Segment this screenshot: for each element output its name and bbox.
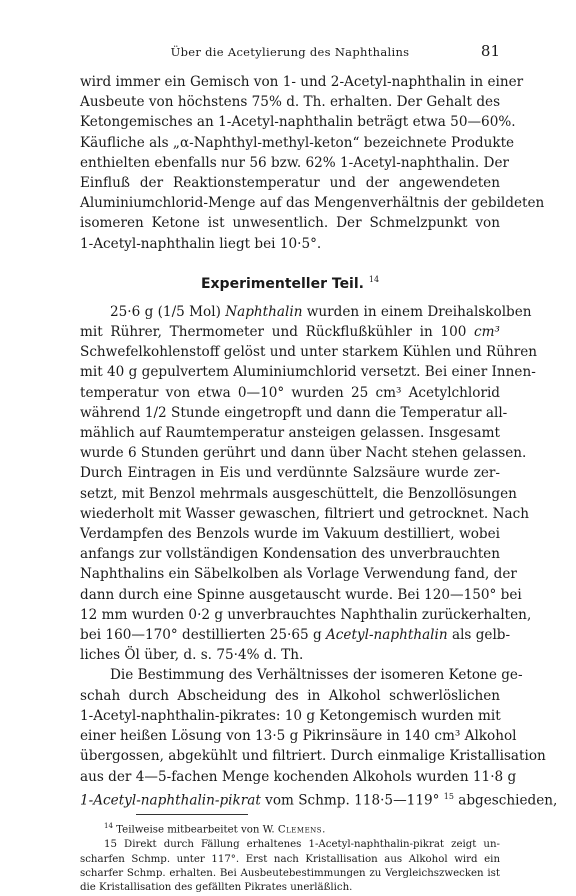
footnote-15-line: scharfer Schmp. erhalten. Bei Ausbeutebestimmungen zu Vergleichszwecken ist bbox=[80, 868, 500, 880]
text-line bbox=[80, 625, 511, 645]
running-head: Über die Acetylierung des Naphthalins bbox=[170, 45, 410, 59]
text-line: Ketongemisches an 1-Acetyl-naphthalin beträgt etwa 50—60%. bbox=[80, 114, 516, 131]
text-run: Teilweise mitbearbeitet von W. bbox=[112, 824, 278, 836]
footnote-15-line: scharfen Schmp. unter 117°. Erst nach Kristallisation aus Alkohol wird ein bbox=[80, 853, 500, 865]
text-line: Schwefelkohlenstoff gelöst und unter starkem Kühlen und Rühren bbox=[80, 344, 538, 361]
paragraph-2 bbox=[80, 302, 538, 666]
footnote-15-line: die Kristallisation des gefällten Pikrates unerläßlich. bbox=[80, 882, 353, 894]
footnote-number: 14 bbox=[104, 822, 113, 831]
text-run: Stunde eingetropft und dann die Temperatur all- bbox=[166, 404, 508, 421]
text-line: enthielten ebenfalls nur 56 bzw. 62% 1-Acetyl-naphthalin. Der bbox=[80, 154, 509, 171]
text-line: anfangs zur vollständigen Kondensation des unverbrauchten bbox=[80, 546, 500, 563]
text-line: dann durch eine Spinne ausgetauscht wurde. Bei 120—150° bei bbox=[80, 586, 522, 603]
text-run: wurden in einem Dreihalskolben bbox=[302, 303, 532, 320]
text-line: Aluminiumchlorid-Menge auf das Mengenverhältnis der gebildeten bbox=[80, 195, 545, 212]
page-body bbox=[80, 72, 558, 896]
footnote-ref: 14 bbox=[368, 274, 380, 284]
text-line bbox=[80, 403, 508, 423]
text-line: wiederholt mit Wasser gewaschen, filtriert und getrocknet. Nach bbox=[80, 505, 529, 522]
text-line: Naphthalins ein Säbelkolben als Vorlage Verwendung fand, der bbox=[80, 566, 517, 583]
text-run: als gelb- bbox=[447, 627, 511, 644]
text-line: übergossen, abgekühlt und filtriert. Durch einmalige Kristallisation bbox=[80, 748, 546, 765]
text-run: bei 160—170° destillierten 25·65 g bbox=[80, 627, 326, 644]
text-line: 1-Acetyl-naphthalin liegt bei 10·5°. bbox=[80, 235, 322, 252]
author-name: Clemens bbox=[277, 824, 323, 836]
text-line: mit 40 g gepulvertem Aluminiumchlorid versetzt. Bei einer Innen- bbox=[80, 364, 536, 381]
footnote-14 bbox=[80, 819, 500, 838]
footnote-ref: 15 bbox=[443, 791, 454, 801]
footnote-divider bbox=[136, 814, 248, 815]
text-line: Ausbeute von höchstens 75% d. Th. erhalten. Der Gehalt des bbox=[80, 94, 501, 111]
text-line: Käufliche als „α-Naphthyl-methyl-keton“ bezeichnete Produkte bbox=[80, 134, 515, 151]
text-run: mit Rührer, Thermometer und Rückflußkühler in 100 bbox=[80, 324, 475, 341]
text-line bbox=[80, 322, 500, 342]
text-line: 1-Acetyl-naphthalin-pikrates: 10 g Ketongemisch wurden mit bbox=[80, 707, 501, 724]
text-line: 12 mm wurden 0·2 g unverbrauchtes Naphthalin zurückerhalten, bbox=[80, 606, 532, 623]
text-line bbox=[80, 787, 558, 811]
substance-name: 1-Acetyl-naphthalin-pikrat bbox=[80, 792, 261, 809]
substance-name: Naphthalin bbox=[225, 303, 303, 320]
text-line: Die Bestimmung des Verhältnisses der isomeren Ketone ge- bbox=[110, 667, 523, 684]
text-line: Durch Eintragen in Eis und verdünnte Salzsäure wurde zer- bbox=[80, 465, 500, 482]
text-run: vom Schmp. 118·5—119° bbox=[260, 792, 444, 809]
substance-name: Acetyl-naphthalin bbox=[325, 627, 448, 644]
footnotes bbox=[80, 819, 500, 895]
section-heading bbox=[80, 270, 500, 294]
text-line: liches Öl über, d. s. 75·4% d. Th. bbox=[80, 647, 304, 664]
text-line: schah durch Abscheidung des in Alkohol schwerlöslichen bbox=[80, 687, 500, 704]
text-run: abgeschieden, bbox=[453, 792, 558, 809]
section-title: Experimenteller Teil. bbox=[200, 275, 364, 292]
text-run: 25·6 g ( bbox=[110, 303, 163, 320]
text-line: temperatur von etwa 0—10° wurden 25 cm³ Acetylchlorid bbox=[80, 384, 500, 401]
paragraph-3 bbox=[80, 665, 558, 810]
page-number: 81 bbox=[480, 42, 500, 60]
text-line: isomeren Ketone ist unwesentlich. Der Schmelzpunkt von bbox=[80, 215, 500, 232]
fraction: 1/5 bbox=[162, 303, 185, 320]
footnote-15-line: 15 Direkt durch Fällung erhaltenes 1-Acetyl-naphthalin-pikrat zeigt un- bbox=[104, 839, 500, 851]
text-line: wurde 6 Stunden gerührt und dann über Nacht stehen gelassen. bbox=[80, 445, 527, 462]
text-line: Verdampfen des Benzols wurde im Vakuum destilliert, wobei bbox=[80, 526, 500, 543]
text-run: . bbox=[322, 824, 326, 836]
text-line bbox=[80, 302, 532, 322]
text-line: setzt, mit Benzol mehrmals ausgeschüttelt, die Benzollösungen bbox=[80, 485, 517, 502]
fraction: 1/2 bbox=[144, 404, 167, 421]
text-line: mählich auf Raumtemperatur ansteigen gelassen. Insgesamt bbox=[80, 425, 500, 442]
text-run: während bbox=[80, 404, 145, 421]
unit: cm³ bbox=[474, 324, 500, 341]
text-run: Mol) bbox=[184, 303, 226, 320]
paragraph-1 bbox=[80, 72, 545, 254]
text-line: aus der 4—5-fachen Menge kochenden Alkohols wurden 11·8 g bbox=[80, 768, 517, 785]
text-line: wird immer ein Gemisch von 1- und 2-Acetyl-naphthalin in einer bbox=[80, 74, 524, 90]
text-line: einer heißen Lösung von 13·5 g Pikrinsäure in 140 cm³ Alkohol bbox=[80, 728, 517, 745]
page-header bbox=[80, 42, 500, 62]
text-line: Einfluß der Reaktionstemperatur und der angewendeten bbox=[80, 175, 500, 192]
